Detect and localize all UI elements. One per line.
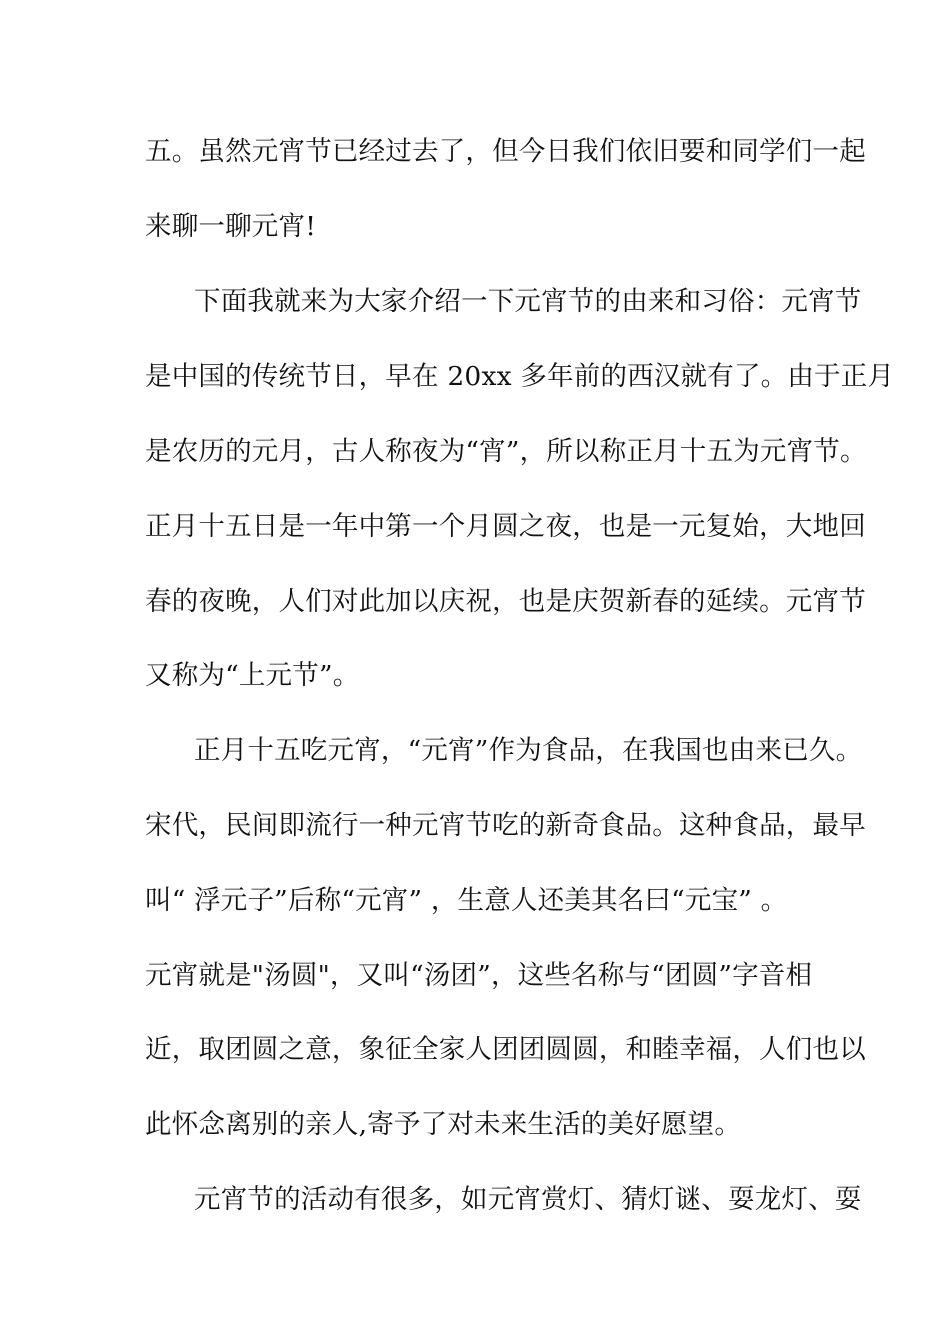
text-line: 正月十五日是一年中第一个月圆之夜，也是一元复始，大地回 [145, 511, 866, 542]
text-line: 宋代，民间即流行一种元宵节吃的新奇食品。这种食品，最早 [145, 810, 866, 841]
paragraph-first-line: 正月十五吃元宵，“元宵”作为食品，在我国也由来已久。 [194, 735, 863, 766]
text-line: 是中国的传统节日，早在 20xx 多年前的西汉就有了。由于正月 [145, 361, 895, 392]
text-line: 又称为“上元节”。 [145, 660, 360, 691]
text-line: 此怀念离别的亲人,寄予了对未来生活的美好愿望。 [145, 1109, 742, 1140]
text-line: 近，取团圆之意，象征全家人团团圆圆，和睦幸福，人们也以 [145, 1034, 866, 1065]
text-line: 叫“ 浮元子”后称“元宵” ，生意人还美其名曰“元宝” 。 [145, 885, 788, 916]
text-line: 是农历的元月，古人称夜为“宵”，所以称正月十五为元宵节。 [145, 436, 867, 467]
paragraph-first-line: 元宵节的活动有很多，如元宵赏灯、猜灯谜、耍龙灯、耍 [194, 1184, 862, 1215]
text-line: 来聊一聊元宵! [145, 211, 317, 242]
text-line: 春的夜晚，人们对此加以庆祝，也是庆贺新春的延续。元宵节 [145, 586, 866, 617]
paragraph-first-line: 下面我就来为大家介绍一下元宵节的由来和习俗：元宵节 [194, 286, 862, 317]
text-line: 元宵就是"汤圆"，又叫“汤团”，这些名称与“团圆”字音相 [145, 960, 813, 991]
text-line: 五。虽然元宵节已经过去了，但今日我们依旧要和同学们一起 [145, 136, 866, 167]
